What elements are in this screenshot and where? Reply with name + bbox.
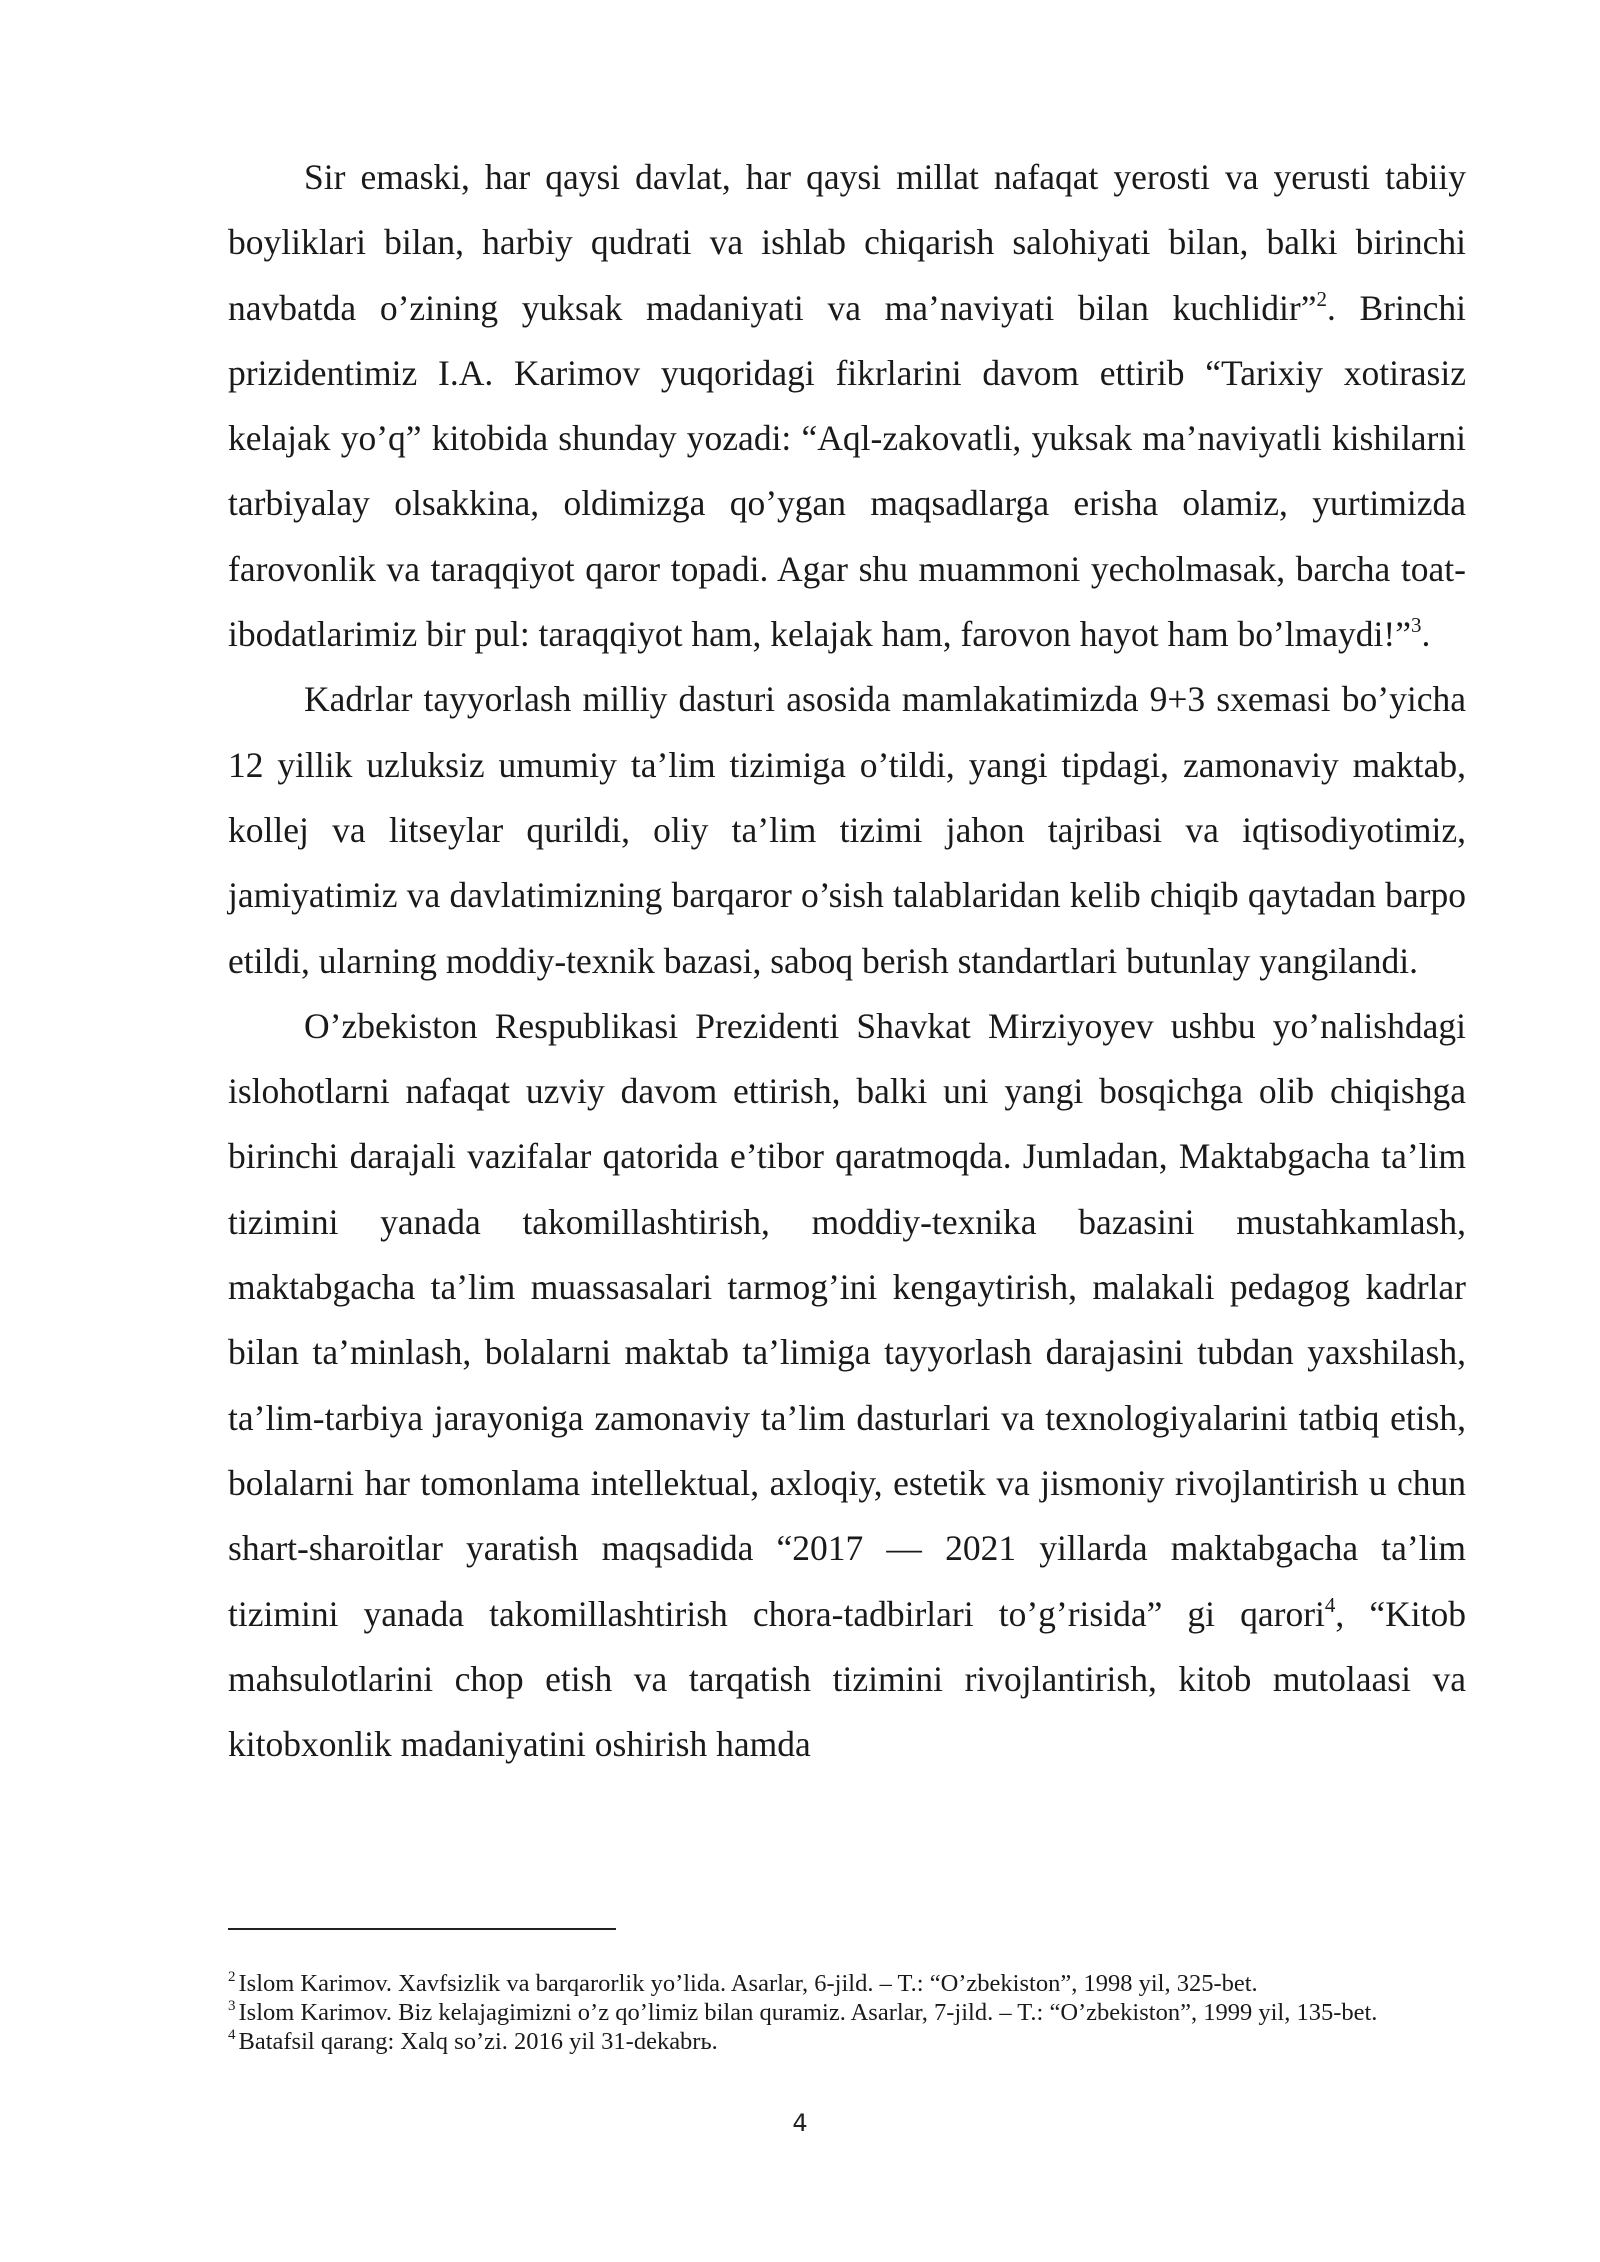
paragraph-3-text-a: O’zbekiston Respublikasi Prezidenti Shavkat Mirziyoyev ushbu yo’nalishdagi islohotlarni nafaqat uzviy davom ettirish, balki uni yangi bosqichga olib chiqishga birinchi darajali vazifalar qatorida e’tibor qaratmoqda. Jumladan, Maktabgacha ta’lim tizimini yanada takomillashtirish, moddiy-texnika bazasini mustahkamlash, maktabgacha ta’lim muassasalari tarmog’ini kengaytirish, malakali pedagog kadrlar bilan ta’minlash, bolalarni maktab ta’limiga tayyorlash darajasini tubdan yaxshilash, ta’lim-tarbiya jarayoniga zamonaviy ta’lim dasturlari va texnologiyalarini tatbiq etish, bolalarni har tomonlama intellektual, axloqiy, estetik va jismoniy rivojlantirish u chun shart-sharoitlar yaratish maqsadida “2017 — 2021 yillarda maktabgacha ta’lim tizimini yanada takomillashtirish chora-tadbirlari to’g’risida” gi qarori — [228, 1005, 1466, 1634]
footnote-text: Batafsil qarang: Xalq so’zi. 2016 yil 31-dekabrь. — [238, 2028, 718, 2055]
paragraph-1-text-c: . — [1421, 614, 1431, 655]
footnote-text: Islom Karimov. Biz kelajagimizni o’z qo’limiz bilan quramiz. Asarlar, 7-jild. – T.: “O’zbekiston”, 1999 yil, 135-bet. — [238, 1999, 1378, 2026]
paragraph-1 — [228, 145, 1466, 667]
footnote-4 — [228, 2027, 1466, 2056]
footnote-ref-2: 2 — [1316, 286, 1327, 311]
paragraph-2: Kadrlar tayyorlash milliy dasturi asosida mamlakatimizda 9+3 sxemasi bo’yicha 12 yillik uzluksiz umumiy ta’lim tizimiga o’tildi, yangi tipdagi, zamonaviy maktab, kollej va litseylar qurildi, oliy ta’lim tizimi jahon tajribasi va iqtisodiyotimiz, jamiyatimiz va davlatimizning barqaror o’sish talablaridan kelib chiqib qaytadan barpo etildi, ularning moddiy-texnik bazasi, saboq berish standartlari butunlay yangilandi. — [228, 679, 1466, 981]
footnote-number: 2 — [228, 1969, 236, 1985]
body-text — [228, 145, 1466, 1777]
footnote-separator — [228, 1928, 616, 1930]
paragraph-3-text-b: , “Kitob mahsulotlarini chop etish va tarqatish tizimini rivojlantirish, kitob mutolaasi va kitobxonlik madaniyatini oshirish hamda — [228, 1593, 1466, 1765]
footnote-number: 3 — [228, 1998, 236, 2014]
footnotes — [228, 1969, 1466, 2056]
paragraph-3 — [228, 994, 1466, 1778]
paragraph-1-text-a: Sir emaski, har qaysi davlat, har qaysi millat nafaqat yerosti va yerusti tabiiy boyliklari bilan, harbiy qudrati va ishlab chiqarish salohiyati bilan, balki birinchi navbatda o’zining yuksak madaniyati va ma’naviyati bilan kuchlidir” — [228, 157, 1466, 328]
footnote-3 — [228, 1998, 1466, 2027]
footnote-2 — [228, 1969, 1466, 1998]
footnote-ref-4: 4 — [1324, 1592, 1336, 1617]
footnote-text: Islom Karimov. Xavfsizlik va barqarorlik yo’lida. Asarlar, 6-jild. – T.: “O’zbekiston”, 1998 yil, 325-bet. — [238, 1970, 1258, 1997]
page-number: 4 — [792, 2109, 808, 2137]
footnote-ref-3: 3 — [1410, 613, 1422, 638]
paragraph-1-text-b: . Brinchi prizidentimiz I.A. Karimov yuqoridagi fikrlarini davom ettirib “Tarixiy xotirasiz kelajak yo’q” kitobida shunday yozadi: “Aql-zakovatli, yuksak ma’naviyatli kishilarni tarbiyalay olsakkina, oldimizga qo’ygan maqsadlarga erisha olamiz, yurtimizda farovonlik va taraqqiyot qaror topadi. Agar shu muammoni yecholmasak, barcha toat-ibodatlarimiz bir pul: taraqqiyot ham, kelajak ham, farovon hayot ham bo’lmaydi!” — [228, 287, 1466, 655]
footnote-number: 4 — [228, 2027, 236, 2043]
